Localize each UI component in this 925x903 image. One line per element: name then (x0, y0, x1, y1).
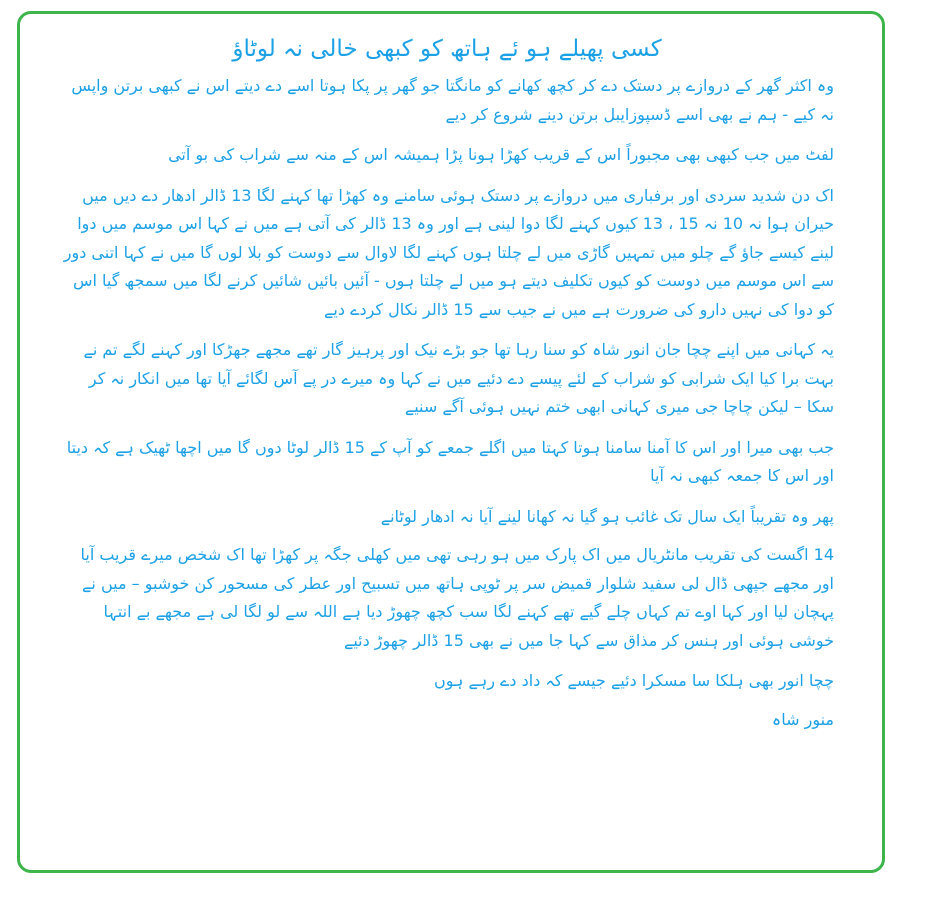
paragraph-1: وہ اکثر گھر کے دروازے پر دستک دے کر کچھ کھانے کو مانگتا جو گھر پر پکا ہوتا اسے دے دیتے اس نے کبھی برتن واپس نہ کیے - ہم نے بھی اسے ڈسپوزایبل برتن دینے شروع کر دیے (71, 76, 834, 124)
paragraph-2: لفٹ میں جب کبھی بھی مجبوراً اس کے قریب کھڑا ہونا پڑا ہمیشہ اس کے منہ سے شراب کی بو آتی (168, 145, 834, 164)
story-title: کسی پھیلے ہو ئے ہاتھ کو کبھی خالی نہ لوٹاؤ (232, 36, 662, 62)
paragraph-3: اک دن شدید سردی اور برفباری میں دروازے پر دستک ہوئی سامنے وہ کھڑا تھا کہنے لگا 13 ڈالر ادھار دے دیں میں حیران ہوا نہ 10 نہ 15 ، 13 کیوں کہنے لگا دوا لینی ہے اور وہ 13 ڈالر کی آتی ہے میں نے کہا اس موسم میں دوا لینے کیسے جاؤ گے چلو میں تمہیں گاڑی میں لے چلتا ہوں کہنے لگا لاوال سے دوست کو بلا لوں گا میں نے کہا اتنی دور سے اس موسم میں دوست کو کیوں تکلیف دیتے ہو میں لے چلتا ہوں - آئیں بائیں شائیں کرنے لگا میں سمجھ گیا اس کو دوا کی نہیں دارو کی ضرورت ہے میں نے جیب سے 15 ڈالر نکال کردے دیے (63, 185, 834, 319)
paragraph-5: جب بھی میرا اور اس کا آمنا سامنا ہوتا کہتا میں اگلے جمعے کو آپ کے 15 ڈالر لوٹا دوں گا میں اچھا ٹھیک ہے کہ دیتا اور اس کا جمعہ کبھی نہ آیا (66, 437, 834, 485)
story-card (17, 11, 885, 873)
paragraph-6: پھر وہ تقریباً ایک سال تک غائب ہو گیا نہ کھانا لینے آیا نہ ادھار لوٹانے (380, 506, 834, 526)
paragraph-4: یہ کہانی میں اپنے چچا جان انور شاہ کو سنا رہا تھا جو بڑے نیک اور پرہیز گار تھے مجھے جھڑکا اور کہنے لگے تم نے بہت برا کیا ایک شرابی کو شراب کے لئے پیسے دے دئیے میں نے کہا وہ میرے در پے آس لگائے آیا تھا میں انکار نہ کر سکا – لیکن چاچا جی میری کہانی ابھی ختم نہیں ہوئی آگے سنیے (83, 340, 834, 416)
paragraph-8: چچا انور بھی ہلکا سا مسکرا دئیے جیسے کہ داد دے رہے ہوں (434, 671, 834, 690)
paragraph-7: 14 اگست کی تقریب مانٹریال میں اک پارک میں ہو رہی تھی میں کھلی جگہ پر کھڑا تھا اک شخص میرے قریب آیا اور مجھے جپھی ڈال لی سفید شلوار قمیض سر پر ٹوپی ہاتھ میں تسبیح اور عطر کی مسحور کن خوشبو – میں نے پہچان لیا اور کہا اوے تم کہاں چلے گیے تھے کہنے لگا سب کچھ چھوڑ دیا ہے اللہ سے لو لگا لی ہے مجھے بے انتہا خوشی ہوئی اور ہنس کر مذاق سے کہا جا میں نے بھی 15 ڈالر چھوڑ دئیے (80, 545, 834, 650)
author-signature: منور شاہ (771, 709, 834, 729)
story-content (60, 32, 834, 734)
